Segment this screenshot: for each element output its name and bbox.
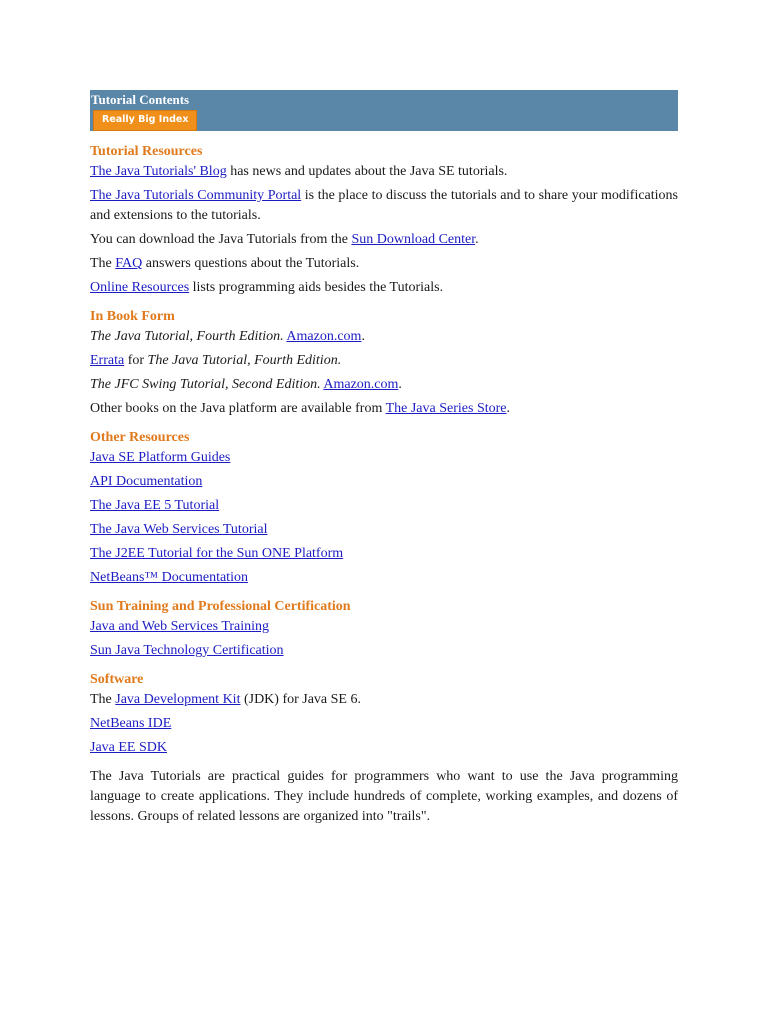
book2-title: The JFC Swing Tutorial, Second Edition. [90,377,321,392]
other-resources-item [90,544,678,564]
book1-amazon-link[interactable]: Amazon.com [286,329,362,344]
tutorial-contents-banner [90,90,678,131]
training-item [90,641,678,661]
java-web-services-training-link[interactable]: Java and Web Services Training [90,619,270,634]
jdk-post: (JDK) for Java SE 6. [240,692,361,707]
other-resources-item [90,520,678,540]
book1-title: The Java Tutorial, Fourth Edition. [90,329,284,344]
software-item [90,738,678,758]
blog-text: has news and updates about the Java SE tutorials. [226,164,508,179]
other-resources-heading: Other Resources [90,430,190,445]
really-big-index-button[interactable]: Really Big Index [93,110,197,131]
book2-amazon-link[interactable]: Amazon.com [323,377,399,392]
book1-paragraph [90,327,678,347]
java-ee-sdk-link[interactable]: Java EE SDK [90,740,167,755]
download-pre: You can download the Java Tutorials from the [90,232,352,247]
other-books-pre: Other books on the Java platform are available from [90,401,386,416]
in-book-form-heading: In Book Form [90,309,175,324]
page-content [90,90,678,827]
book2-post: . [398,377,402,392]
download-paragraph [90,230,678,250]
java-development-kit-link[interactable]: Java Development Kit [115,692,241,707]
netbeans-documentation-link[interactable]: NetBeans™ Documentation [90,570,248,585]
jdk-pre: The [90,692,116,707]
java-se-platform-guides-link[interactable]: Java SE Platform Guides [90,450,231,465]
java-series-store-link[interactable]: The Java Series Store [385,401,507,416]
training-heading: Sun Training and Professional Certification [90,599,351,614]
portal-paragraph [90,186,678,226]
book1-post: . [361,329,365,344]
software-item [90,714,678,734]
java-ee-5-tutorial-link[interactable]: The Java EE 5 Tutorial [90,498,220,513]
j2ee-tutorial-link[interactable]: The J2EE Tutorial for the Sun ONE Platform [90,546,344,561]
faq-paragraph [90,254,678,274]
java-web-services-tutorial-link[interactable]: The Java Web Services Tutorial [90,522,268,537]
online-text: lists programming aids besides the Tutorials. [189,280,444,295]
java-certification-link[interactable]: Sun Java Technology Certification [90,643,284,658]
community-portal-link[interactable]: The Java Tutorials Community Portal [90,188,302,203]
api-documentation-link[interactable]: API Documentation [90,474,203,489]
sun-download-center-link[interactable]: Sun Download Center [351,232,476,247]
tutorial-resources-heading: Tutorial Resources [90,144,203,159]
faq-link[interactable]: FAQ [115,256,143,271]
blog-link[interactable]: The Java Tutorials' Blog [90,164,227,179]
other-resources-item [90,472,678,492]
netbeans-ide-link[interactable]: NetBeans IDE [90,716,172,731]
errata-link[interactable]: Errata [90,353,125,368]
other-resources-item [90,496,678,516]
errata-mid: for [124,353,148,368]
errata-title: The Java Tutorial, Fourth Edition. [147,353,342,368]
other-resources-item [90,568,678,588]
other-resources-item [90,448,678,468]
jdk-paragraph [90,690,678,710]
download-post: . [475,232,479,247]
banner-title: Tutorial Contents [91,92,190,107]
software-heading: Software [90,672,144,687]
book2-paragraph [90,375,678,395]
training-item [90,617,678,637]
summary-paragraph: The Java Tutorials are practical guides for programmers who want to use the Java programming language to create applications. They include hundreds of complete, working examples, and dozens of lessons. Groups of related lessons are organized into "trails". [90,769,678,824]
blog-paragraph [90,162,678,182]
portal-text: is the place to discuss the tutorials and to share your modifications and extensions to the tutorials. [90,188,678,223]
errata-paragraph [90,351,678,371]
other-books-post: . [506,401,511,416]
faq-post: answers questions about the Tutorials. [142,256,360,271]
other-books-paragraph [90,399,678,419]
online-resources-paragraph [90,278,678,298]
faq-pre: The [90,256,116,271]
online-resources-link[interactable]: Online Resources [90,280,190,295]
